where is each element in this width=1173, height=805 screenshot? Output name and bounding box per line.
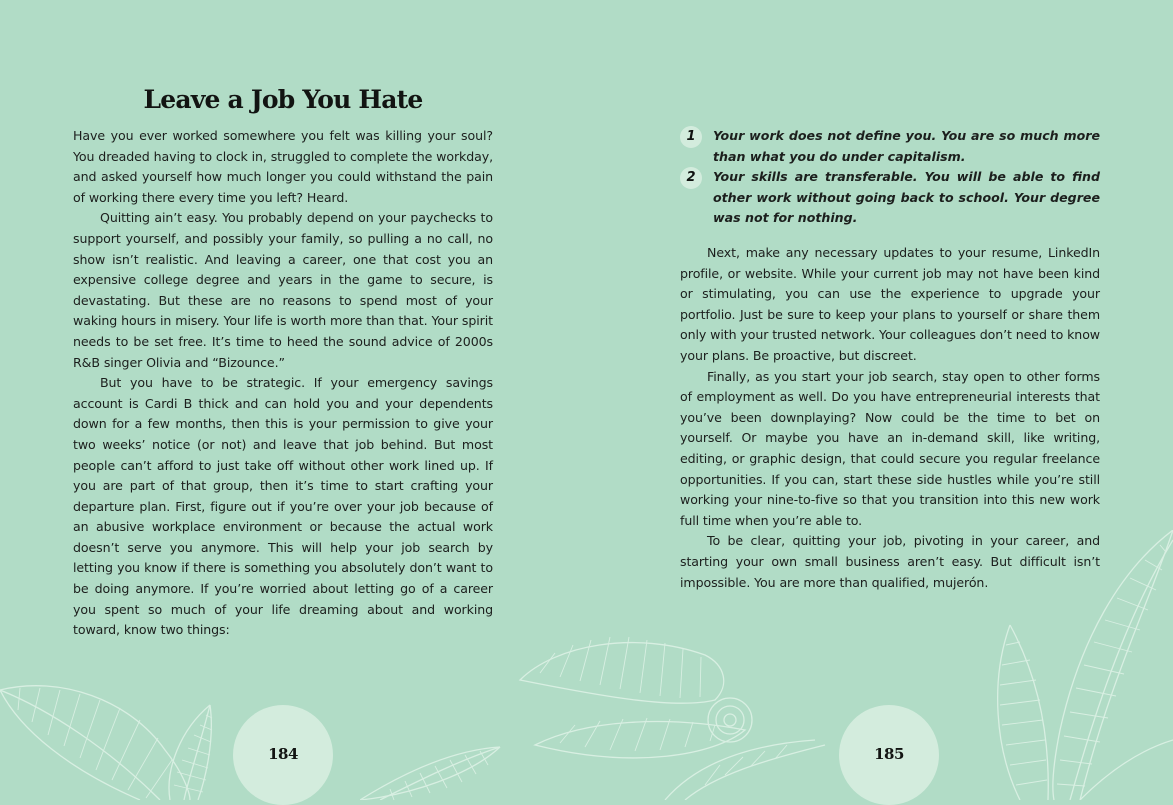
paragraph: To be clear, quitting your job, pivoting in your career, and starting your own small business aren’t easy. But difficult isn’t impossible. You are more than qualified, mujerón. — [680, 533, 1100, 590]
page-number-circle — [233, 705, 333, 805]
left-page — [0, 0, 586, 800]
page-number: 184 — [268, 745, 298, 763]
left-body-text — [73, 126, 493, 641]
numbered-list — [680, 126, 1100, 229]
paragraph: Next, make any necessary updates to your resume, LinkedIn profile, or website. While your current job may not have been kind or stimulating, you can use the experience to upgrade your portfolio. Just be sure to keep your plans to yourself or share them only with your trusted network. Your colleagues don’t need to know your plans. Be proactive, but discreet. — [680, 245, 1100, 363]
page-number-circle — [839, 705, 939, 805]
list-item — [680, 126, 1100, 167]
right-page — [586, 0, 1173, 800]
paragraph: Finally, as you start your job search, stay open to other forms of employment as well. Do you have entrepreneurial interests that you’ve been downplaying? Now could be the time to bet on yourself. Or maybe you have an in-demand skill, like writing, editing, or graphic design, that could secure you regular freelance opportunities. If you can, start these side hustles while you’re still working your nine-to-five so that you transition into this new work full time when you’re able to. — [680, 368, 1100, 528]
right-body-text — [680, 243, 1100, 593]
page-number: 185 — [874, 745, 904, 763]
paragraph: Quitting ain’t easy. You probably depend on your paychecks to support yourself, and possibly your family, so pulling a no call, no show isn’t realistic. And leaving a career, one that cost you an expensive college degree and years in the game to secure, is devastating. But these are no reasons to spend most of your waking hours in misery. Your life is worth more than that. Your spirit needs to be set free. It’s time to heed the sound advice of 2000s R&B singer Olivia and “Bizounce.” — [73, 210, 493, 370]
paragraph: Have you ever worked somewhere you felt was killing your soul? You dreaded having to clock in, struggled to complete the workday, and asked yourself how much longer you could withstand the pain of working there every time you left? Heard. — [73, 128, 494, 205]
number-badge: 2 — [680, 167, 702, 189]
list-item-text: Your work does not define you. You are so much more than what you do under capitalism. — [713, 128, 1100, 164]
list-item-text: Your skills are transferable. You will be able to find other work without going back to school. Your degree was not for nothing. — [713, 169, 1100, 226]
number-badge: 1 — [680, 126, 702, 148]
paragraph: But you have to be strategic. If your emergency savings account is Cardi B thick and can hold you and your dependents down for a few months, then this is your permission to give your two weeks’ notice (or not) and leave that job behind. But most people can’t afford to just take off without other work lined up. If you are part of that group, then it’s time to start crafting your departure plan. First, figure out if you’re over your job because of an abusive workplace environment or because the actual work doesn’t serve you anymore. This will help your job search by letting you know if there is something you absolutely don’t want to be doing anymore. If you’re worried about letting go of a career you spent so much of your life dreaming about and working toward, know two things: — [73, 375, 493, 638]
chapter-title: Leave a Job You Hate — [143, 84, 423, 114]
list-item — [680, 167, 1100, 229]
